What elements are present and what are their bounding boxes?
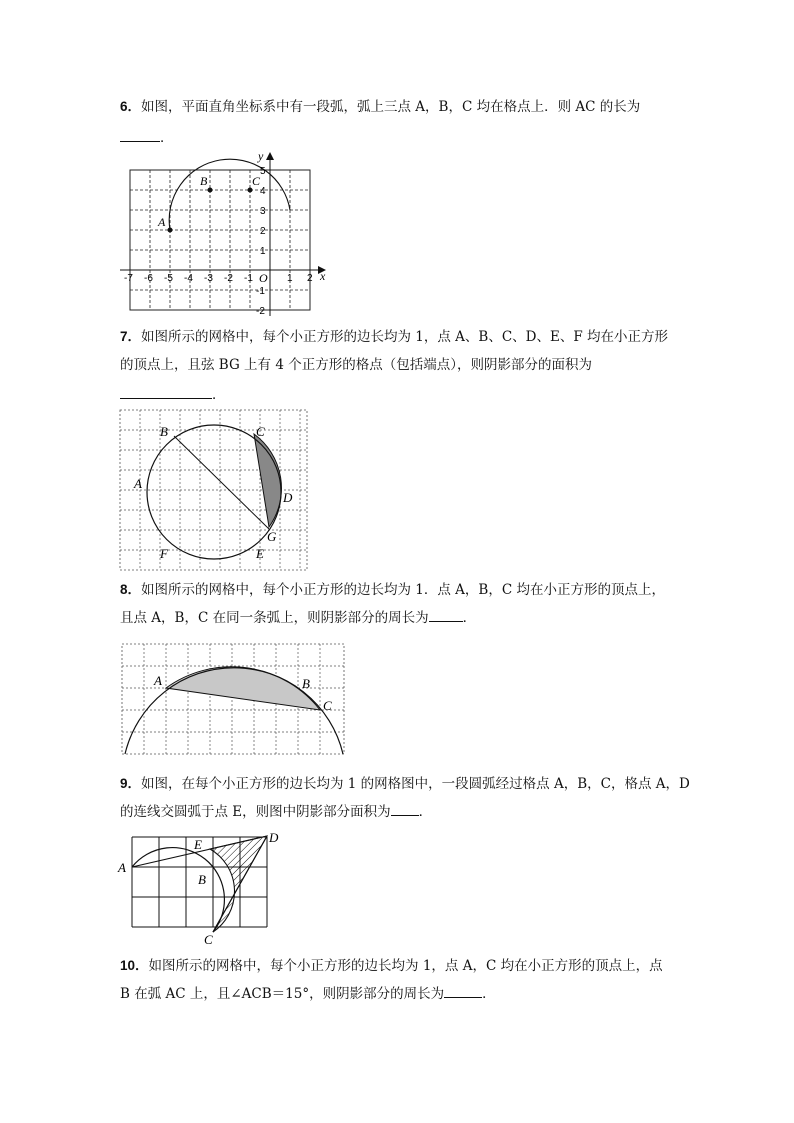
origin-label: O	[259, 271, 268, 285]
svg-text:1: 1	[287, 273, 293, 284]
svg-text:-3: -3	[204, 273, 213, 284]
label-b: B	[302, 676, 310, 691]
punctuation: ．	[418, 804, 433, 820]
question-text: 如图，平面直角坐标系中有一段弧，弧上三点 A，B，C 均在格点上．则 AC 的长为	[141, 99, 641, 115]
y-tick-labels	[256, 166, 266, 317]
question-10-line2	[120, 980, 496, 1008]
question-7-line2	[120, 351, 592, 379]
question-text-line2: 且点 A，B，C 在同一条弧上，则阴影部分的周长为	[120, 610, 429, 626]
svg-text:1: 1	[260, 246, 266, 257]
question-number: 8．	[120, 582, 142, 597]
point-c-dot	[248, 188, 253, 193]
label-g: G	[267, 529, 277, 544]
label-a: A	[118, 860, 126, 875]
punctuation: ．	[160, 130, 174, 146]
question-text-line1: 如图所示的网格中，每个小正方形的边长均为 1．点 A，B，C 均在小正方形的顶点上，	[141, 582, 665, 598]
label-c: C	[323, 698, 332, 713]
figure-9-shaded-region	[116, 828, 292, 947]
question-9	[120, 770, 690, 798]
svg-text:-2: -2	[224, 273, 233, 284]
question-number: 7．	[120, 329, 142, 344]
svg-text:-5: -5	[164, 273, 173, 284]
label-c: C	[256, 424, 265, 439]
label-a: A	[158, 215, 166, 229]
question-text-line2: B 在弧 AC 上，且∠ACB＝15°，则阴影部分的周长为	[120, 986, 445, 1002]
point-b-dot	[208, 188, 213, 193]
question-8-line2	[120, 604, 476, 632]
punctuation: ．	[462, 610, 477, 626]
label-d: D	[283, 490, 293, 505]
question-text-line1: 如图所示的网格中，每个小正方形的边长均为 1，点 A、B、C、D、E、F 均在小正方形	[141, 329, 669, 345]
label-b: B	[198, 872, 206, 887]
answer-blank[interactable]	[120, 384, 212, 399]
question-number: 6．	[120, 99, 142, 114]
question-number: 10．	[120, 958, 149, 973]
answer-blank[interactable]	[391, 801, 419, 816]
svg-text:-7: -7	[124, 273, 133, 284]
svg-text:-1: -1	[256, 286, 265, 297]
x-tick-labels	[124, 273, 313, 284]
svg-text:-1: -1	[244, 273, 253, 284]
svg-text:-2: -2	[256, 306, 265, 317]
question-9-line2	[120, 798, 432, 826]
figure-7-circle-grid	[120, 410, 310, 572]
answer-blank[interactable]	[120, 127, 160, 142]
question-8	[120, 576, 665, 604]
label-f: F	[160, 546, 168, 561]
svg-text:2: 2	[307, 273, 313, 284]
label-c: C	[252, 174, 261, 188]
question-6	[120, 93, 640, 121]
label-d: D	[269, 830, 279, 845]
svg-text:5: 5	[260, 166, 266, 177]
label-e: E	[194, 837, 202, 852]
label-a: A	[154, 673, 162, 688]
question-number: 9．	[120, 776, 142, 791]
question-text-line2: 的连线交圆弧于点 E，则图中阴影部分面积为	[120, 804, 391, 820]
answer-blank[interactable]	[444, 983, 482, 998]
y-axis-label: y	[258, 149, 264, 163]
figure-8-arc-grid	[122, 644, 346, 756]
svg-text:-4: -4	[184, 273, 193, 284]
punctuation: ．	[212, 387, 226, 403]
answer-blank[interactable]	[429, 607, 463, 622]
label-b: B	[200, 174, 208, 188]
svg-text:4: 4	[260, 186, 266, 197]
svg-text:-6: -6	[144, 273, 153, 284]
question-7	[120, 323, 668, 351]
question-text-line2: 的顶点上，且弦 BG 上有 4 个正方形的格点（包括端点），则阴影部分的面积为	[120, 357, 592, 373]
question-text-line1: 如图，在每个小正方形的边长均为 1 的网格图中，一段圆弧经过格点 A，B，C，格点 A，D	[141, 776, 690, 792]
point-a-dot	[168, 228, 173, 233]
question-10	[120, 952, 663, 980]
punctuation: ．	[482, 986, 496, 1002]
question-text-line1: 如图所示的网格中，每个小正方形的边长均为 1，点 A，C 均在小正方形的顶点上，点	[148, 958, 663, 974]
question-7-answer-line	[120, 381, 226, 409]
label-a: A	[134, 476, 142, 491]
label-b: B	[160, 424, 168, 439]
svg-text:3: 3	[260, 206, 266, 217]
label-e: E	[256, 546, 264, 561]
figure-6-coordinate-grid	[118, 148, 338, 318]
svg-text:2: 2	[260, 226, 266, 237]
label-c: C	[204, 932, 213, 947]
x-axis-label: x	[320, 269, 326, 283]
